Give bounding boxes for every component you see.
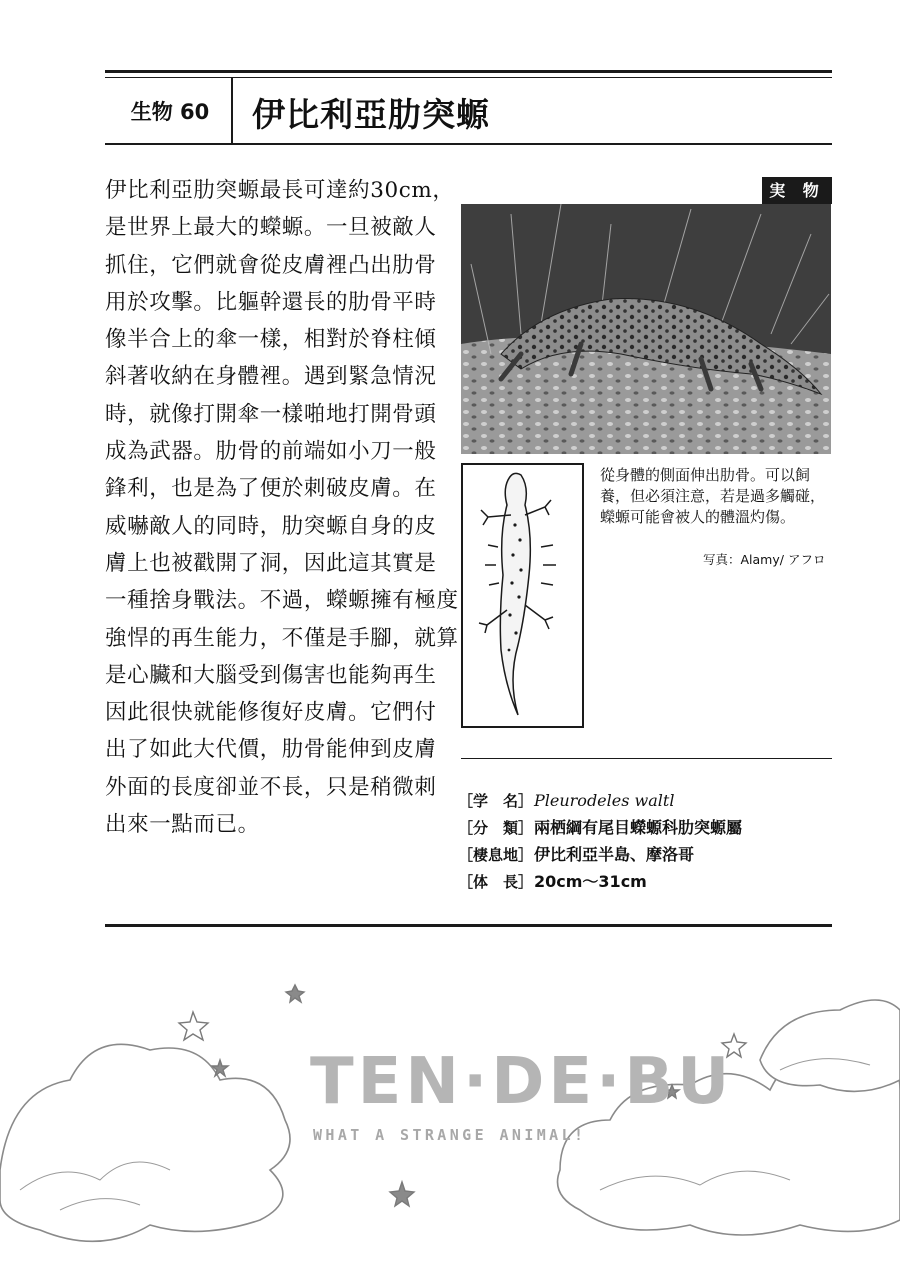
body-line: 伊比利亞肋突螈最長可達約30cm，	[105, 178, 455, 203]
star-icon	[390, 1182, 414, 1206]
info-row-body-length	[458, 868, 742, 895]
photo-image	[461, 204, 831, 454]
body-line: 是世界上最大的蠑螈。一旦被敵人	[105, 215, 437, 241]
photo-tag: 実 物	[762, 177, 832, 204]
header-rule-thin	[105, 77, 832, 78]
info-value: 伊比利亞半島、摩洛哥	[534, 845, 695, 864]
body-line: 抓住，它們就會從皮膚裡凸出肋骨	[105, 252, 437, 278]
info-row-habitat	[458, 841, 742, 868]
caption-line: 蠑螈可能會被人的體溫灼傷。	[600, 508, 796, 526]
body-line: 膚上也被戳開了洞，因此這其實是	[105, 550, 437, 576]
body-line: 強悍的再生能力，不僅是手腳，就算	[105, 625, 459, 651]
photo-credit: 写真：Alamy/ アフロ	[703, 552, 826, 567]
info-table	[458, 787, 742, 895]
info-value: 兩栖綱有尾目蠑螈科肋突螈屬	[534, 818, 743, 837]
cloud-decoration	[0, 970, 900, 1280]
info-label: ［棲息地］	[458, 846, 534, 864]
star-icon	[179, 1012, 208, 1040]
body-line: 像半合上的傘一樣，相對於脊柱傾	[105, 327, 437, 353]
caption-line: 養，但必須注意，若是過多觸碰，	[600, 487, 826, 505]
header-rule-thick	[105, 70, 832, 73]
body-text	[105, 172, 459, 843]
body-line: 出來一點而已。	[105, 812, 260, 838]
body-line: 出了如此大代價，肋骨能伸到皮膚	[105, 737, 437, 763]
salamander-illustration	[461, 463, 584, 728]
info-row-scientific-name	[458, 787, 742, 814]
body-line: 一種捨身戰法。不過，蠑螈擁有極度	[105, 588, 459, 614]
cloud-icon	[0, 1044, 290, 1241]
body-line: 是心臟和大腦受到傷害也能夠再生	[105, 662, 437, 688]
info-label: ［分 類］	[458, 819, 534, 837]
info-label: ［体 長］	[458, 873, 534, 891]
body-line: 因此很快就能修復好皮膚。它們付	[105, 700, 437, 726]
header-rule-bottom	[105, 143, 832, 145]
body-line: 時，就像打開傘一樣啪地打開骨頭	[105, 401, 437, 427]
body-line: 斜著收納在身體裡。遇到緊急情況	[105, 364, 437, 390]
star-icon	[286, 985, 304, 1002]
salamander-illustration-icon	[463, 465, 582, 726]
page-title: 伊比利亞肋突螈	[252, 95, 490, 134]
info-rule	[461, 758, 832, 759]
body-line: 鋒利，也是為了便於刺破皮膚。在	[105, 476, 437, 502]
creature-number: 生物 60	[130, 100, 210, 124]
info-value: 20cm～31cm	[534, 872, 647, 891]
bottom-rule	[105, 924, 832, 927]
logo-subtitle: WHAT A STRANGE ANIMAL!	[313, 1126, 587, 1144]
body-line: 成為武器。肋骨的前端如小刀一般	[105, 439, 437, 465]
body-line: 用於攻擊。比軀幹還長的肋骨平時	[105, 289, 437, 315]
header-divider	[231, 77, 233, 144]
photo-caption	[600, 465, 840, 528]
info-label: ［学 名］	[458, 792, 534, 810]
logo-title: TEN·DE·BU	[310, 1045, 734, 1119]
caption-line: 從身體的側面伸出肋骨。可以飼	[600, 466, 811, 484]
salamander-photo	[461, 204, 831, 454]
info-row-classification	[458, 814, 742, 841]
cloud-icon	[760, 1000, 900, 1091]
body-line: 外面的長度卻並不長，只是稍微刺	[105, 774, 437, 800]
body-line: 威嚇敵人的同時，肋突螈自身的皮	[105, 513, 437, 539]
info-value: Pleurodeles waltl	[534, 791, 675, 810]
